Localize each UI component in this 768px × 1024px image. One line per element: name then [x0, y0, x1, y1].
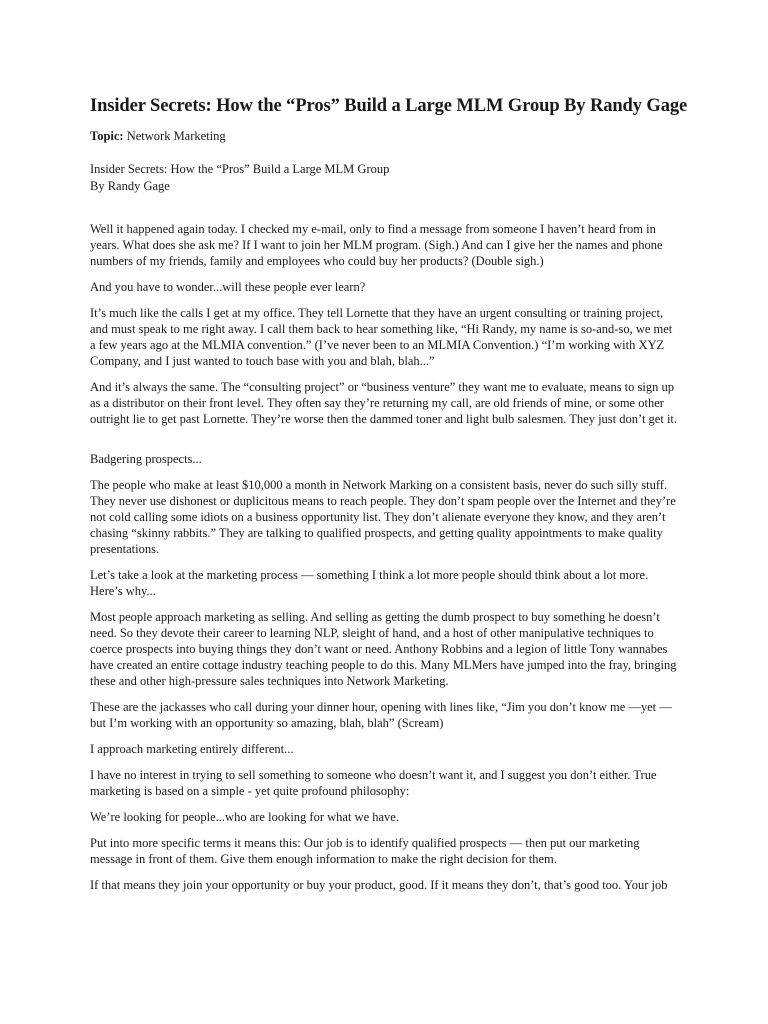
paragraph: These are the jackasses who call during your dinner hour, opening with lines like, “Jim you don’t know me —yet — but I’m working with an opportunity so amazing, blah, blah” (Scream): [90, 700, 672, 730]
paragraph: And you have to wonder...will these people ever learn?: [90, 280, 366, 294]
article-byline: By Randy Gage: [90, 179, 170, 193]
paragraph: And it’s always the same. The “consulting project” or “business venture” they want me to evaluate, means to sign up as a distributor on their front level. They often say they’re returning my call, are old friends of mine, or some other outright lie to get past Lornette. They’re worse then the dammed toner and light bulb salesmen. They just don’t get it.: [90, 380, 678, 426]
document-title: Insider Secrets: How the “Pros” Build a Large MLM Group By Randy Gage: [90, 96, 688, 116]
paragraph: If that means they join your opportunity or buy your product, good. If it means they don’t, that’s good too. Your job: [90, 878, 668, 892]
paragraph: Put into more specific terms it means this: Our job is to identify qualified prospects — then put our marketing message in front of them. Give them enough information to make the right decision for them.: [90, 836, 640, 866]
article-body: [90, 221, 680, 893]
paragraph: I approach marketing entirely different...: [90, 742, 294, 756]
article-subtitle: Insider Secrets: How the “Pros” Build a Large MLM Group: [90, 162, 390, 176]
paragraph: Let’s take a look at the marketing process — something I think a lot more people should think about a lot more. Here’s why...: [90, 568, 649, 598]
paragraph: Badgering prospects...: [90, 452, 202, 466]
paragraph: The people who make at least $10,000 a month in Network Marking on a consistent basis, never do such silly stuff. They never use dishonest or duplicitous means to reach people. They don’t spam people over the Internet and they’re not cold calling some idiots on a business opportunity list. They don’t alienate everyone they know, and they aren’t chasing “skinny rabbits.” They are talking to qualified prospects, and getting quality appointments to make quality presentations.: [90, 478, 676, 556]
topic-label: Topic:: [90, 129, 124, 143]
topic-value: Network Marketing: [126, 129, 226, 143]
topic-line: [90, 129, 680, 144]
paragraph: We’re looking for people...who are looking for what we have.: [90, 810, 399, 824]
paragraph: It’s much like the calls I get at my office. They tell Lornette that they have an urgent consulting or training project, and must speak to me right away. I call them back to hear something like, “Hi Randy, my name is so-and-so, we met a few years ago at the MLMIA convention.” (I’ve never been to an MLMIA Convention.) “I’m working with XYZ Company, and I just wanted to touch base with you and blah, blah...”: [90, 306, 673, 368]
paragraph: Well it happened again today. I checked my e-mail, only to find a message from someone I haven’t heard from in years. What does she ask me? If I want to join her MLM program. (Sigh.) And can I give her the names and phone numbers of my friends, family and employees who could buy her products? (Double sigh.): [90, 222, 663, 268]
article-heading: [90, 161, 680, 195]
document-page: [90, 96, 688, 903]
paragraph: Most people approach marketing as selling. And selling as getting the dumb prospect to buy something he doesn’t need. So they devote their career to learning NLP, sleight of hand, and a host of other manipulative techniques to coerce prospects into buying things they don’t want or need. Anthony Robbins and a legion of little Tony wannabes have created an entire cottage industry teaching people to do this. Many MLMers have jumped into the fray, bringing these and other high-pressure sales techniques into Network Marketing.: [90, 610, 677, 688]
paragraph: I have no interest in trying to sell something to someone who doesn’t want it, and I suggest you don’t either. True marketing is based on a simple - yet quite profound philosophy:: [90, 768, 657, 798]
